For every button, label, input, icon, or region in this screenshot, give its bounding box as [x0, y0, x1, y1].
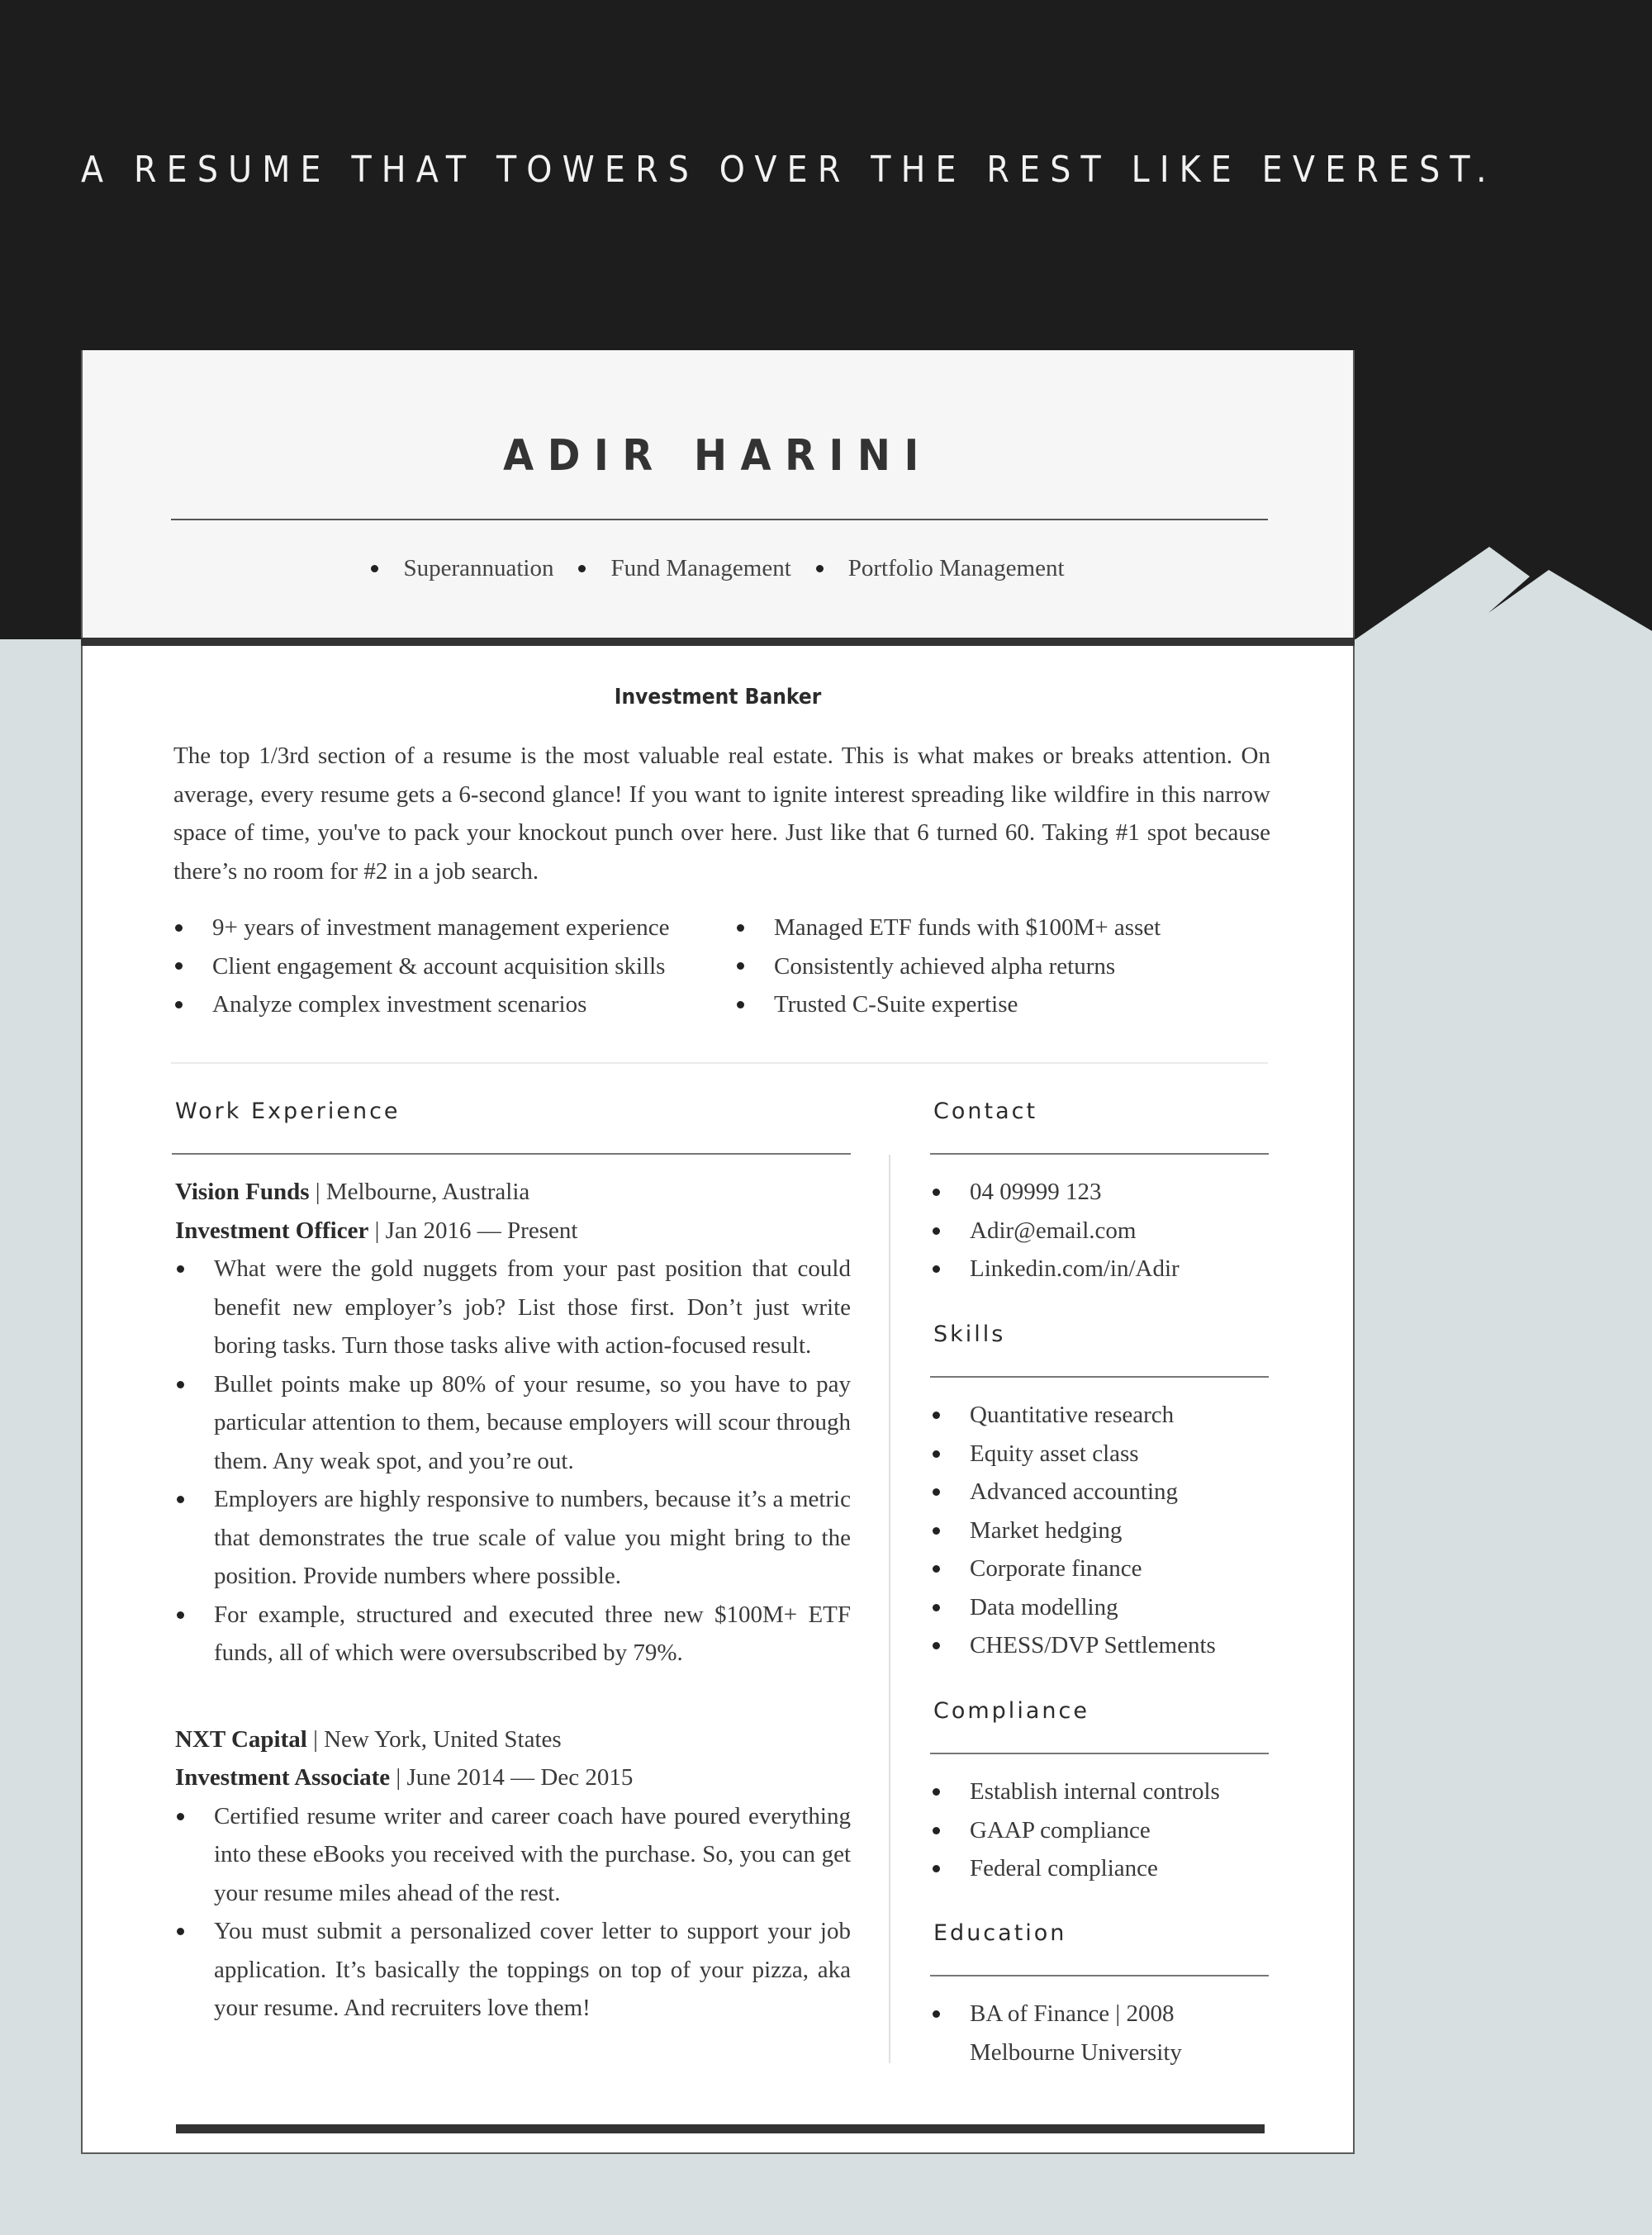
compliance-item: GAAP compliance [931, 1811, 1278, 1850]
bullet-icon [177, 1813, 184, 1820]
skill-item: Equity asset class [931, 1435, 1278, 1473]
highlight-item: Analyze complex investment scenarios [173, 985, 735, 1024]
bullet-icon [175, 1001, 183, 1008]
education-rule [930, 1975, 1269, 1976]
job-bullet: You must submit a personalized cover letter to support your job application. It’s basically the toppings on top of your pizza, aka your resume. And recruiters love them! [175, 1912, 851, 2028]
work-experience-list [175, 1173, 851, 2028]
bullet-icon [177, 1928, 184, 1935]
bullet-icon [933, 1450, 940, 1458]
bullet-icon [578, 565, 586, 572]
skill-item: Market hedging [931, 1511, 1278, 1550]
column-divider [889, 1155, 890, 2063]
bullet-icon [933, 1412, 940, 1419]
job-bullet: Certified resume writer and career coach have poured everything into these eBooks you received with the purchase. So, you can get your resume miles ahead of the rest. [175, 1797, 851, 1913]
bullet-icon [933, 1189, 940, 1196]
highlight-item: Consistently achieved alpha returns [735, 947, 1264, 986]
highlights-list [173, 909, 1270, 1024]
bullet-icon [933, 1788, 940, 1796]
compliance-item: Federal compliance [931, 1849, 1278, 1888]
work-experience-rule [172, 1153, 851, 1155]
bullet-icon [175, 924, 183, 932]
bullet-icon [737, 1001, 744, 1008]
job-entry [175, 1173, 851, 1673]
education-list [931, 1995, 1278, 2071]
work-experience-heading: Work Experience [175, 1099, 401, 1124]
company-line: Vision Funds | Melbourne, Australia [175, 1179, 530, 1205]
education-heading: Education [933, 1920, 1067, 1946]
job-bullet: Employers are highly responsive to numbers, because it’s a metric that demonstrates the true scale of value you might bring to the position. Provide numbers where possible. [175, 1480, 851, 1596]
contact-email[interactable]: Adir@email.com [931, 1212, 1278, 1250]
bullet-icon [933, 1488, 940, 1496]
section-divider [171, 1062, 1268, 1064]
skill-item: Data modelling [931, 1588, 1278, 1627]
specialty-tag: Portfolio Management [816, 555, 1065, 582]
compliance-rule [930, 1753, 1269, 1754]
skill-item: CHESS/DVP Settlements [931, 1626, 1278, 1665]
footer-accent-bar [176, 2124, 1265, 2133]
candidate-name: ADIR HARINI [503, 431, 933, 481]
specialty-tags [83, 555, 1353, 582]
highlight-item: Client engagement & account acquisition skills [173, 947, 735, 986]
job-bullet: Bullet points make up 80% of your resume, so you have to pay particular attention to them, because employers will scour through them. Any weak spot, and you’re out. [175, 1365, 851, 1481]
summary-paragraph: The top 1/3rd section of a resume is the most valuable real estate. This is what makes or breaks attention. On average, every resume gets a 6-second glance! If you want to ignite interest spreading like wildfire in this narrow space of time, you've to pack your knockout punch over here. Just like that 6 turned 60. Taking #1 spot because there’s no room for #2 in a job search. [173, 743, 1270, 885]
bullet-icon [933, 1265, 940, 1273]
bullet-icon [933, 1827, 940, 1834]
skill-item: Corporate finance [931, 1549, 1278, 1588]
bullet-icon [933, 1604, 940, 1611]
header-accent-bar [81, 638, 1355, 646]
bullet-icon [177, 1611, 184, 1619]
position-line: Investment Officer | Jan 2016 — Present [175, 1217, 578, 1244]
bullet-icon [177, 1381, 184, 1388]
compliance-list [931, 1772, 1278, 1888]
contact-heading: Contact [933, 1099, 1038, 1124]
bullet-icon [175, 962, 183, 970]
job-bullet: For example, structured and executed three new $100M+ ETF funds, all of which were oversubscribed by 79%. [175, 1596, 851, 1673]
contact-phone: 04 09999 123 [931, 1173, 1278, 1212]
bullet-icon [933, 1865, 940, 1872]
job-bullet: What were the gold nuggets from your past position that could benefit new employer’s job? List those first. Don’t just write boring tasks. Turn those tasks alive with action-focused result. [175, 1250, 851, 1365]
skills-rule [930, 1376, 1269, 1378]
degree: BA of Finance | 2008 [970, 2000, 1175, 2027]
bullet-icon [933, 1227, 940, 1235]
job-entry [175, 1720, 851, 2028]
skill-item: Advanced accounting [931, 1473, 1278, 1511]
resume-header [83, 350, 1353, 638]
compliance-heading: Compliance [933, 1698, 1089, 1724]
bullet-icon [371, 565, 378, 572]
bullet-icon [933, 1565, 940, 1573]
header-divider [171, 519, 1268, 520]
school: Melbourne University [970, 2038, 1182, 2066]
highlight-item: Managed ETF funds with $100M+ asset [735, 909, 1264, 947]
skills-list [931, 1396, 1278, 1665]
tagline-heading: A RESUME THAT TOWERS OVER THE REST LIKE EVEREST. [81, 149, 1497, 191]
bullet-icon [933, 1642, 940, 1649]
company-line: NXT Capital | New York, United States [175, 1725, 562, 1753]
bullet-icon [816, 565, 824, 572]
bullet-icon [933, 1527, 940, 1535]
education-item [931, 1995, 1278, 2071]
specialty-tag: Superannuation [371, 555, 553, 582]
specialty-tag: Fund Management [578, 555, 790, 582]
contact-rule [930, 1153, 1269, 1155]
bullet-icon [933, 2010, 940, 2018]
compliance-item: Establish internal controls [931, 1772, 1278, 1811]
highlight-item: 9+ years of investment management experience [173, 909, 735, 947]
contact-list [931, 1173, 1278, 1288]
resume-card [81, 350, 1355, 2154]
job-title: Investment Banker [614, 685, 822, 709]
bullet-icon [737, 962, 744, 970]
bullet-icon [177, 1265, 184, 1273]
bullet-icon [737, 924, 744, 932]
skills-heading: Skills [933, 1322, 1006, 1347]
position-line: Investment Associate | June 2014 — Dec 2015 [175, 1764, 634, 1791]
highlight-item: Trusted C-Suite expertise [735, 985, 1264, 1024]
skill-item: Quantitative research [931, 1396, 1278, 1435]
contact-linkedin[interactable]: Linkedin.com/in/Adir [931, 1250, 1278, 1288]
bullet-icon [177, 1496, 184, 1503]
